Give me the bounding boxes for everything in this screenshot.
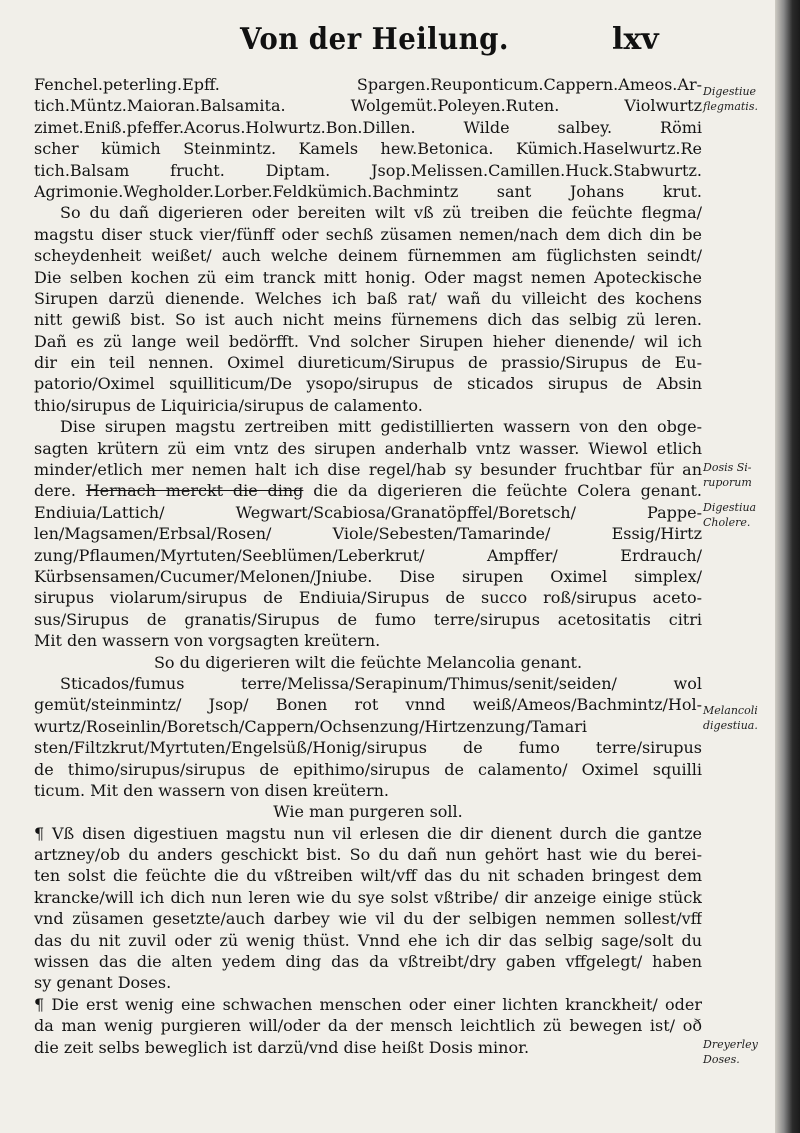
text-line: gemüt/steinmintz/ Jsop/ Bonen rot vnnd weiß/Ameos/Bachmintz/Hol- — [34, 695, 702, 715]
text-line: sus/Sirupus de granatis/Sirupus de fumo terre/sirupus acetositatis citri — [34, 609, 702, 629]
marginal-note — [703, 703, 775, 733]
text-line: wurtz/Roseinlin/Boretsch/Cappern/Ochsenzung/Hirtzenzung/Tamari — [34, 716, 587, 736]
text-line: len/Magsamen/Erbsal/Rosen/ Viole/Sebesten/Tamarinde/ Essig/Hirtz — [34, 524, 702, 544]
text-line: Endiuia/Lattich/ Wegwart/Scabiosa/Granatöpffel/Boretsch/ Pappe- — [34, 502, 702, 522]
marginal-note-line: Cholere. — [703, 516, 751, 529]
text-line: die zeit selbs beweglich ist darzü/vnd dise heißt Dosis minor. — [34, 1037, 530, 1057]
text-line: thio/sirupus de Liquiricia/sirupus de calamento. — [34, 395, 423, 415]
marginal-note — [703, 500, 775, 530]
text-line: Kürbsensamen/Cucumer/Melonen/Jniube. Dise sirupen Oximel simplex/ — [34, 566, 702, 586]
marginal-note-line: Doses. — [703, 1053, 740, 1066]
text-line: scher kümich Steinmintz. Kamels hew.Betonica. Kümich.Haselwurtz.Re — [34, 139, 702, 159]
text-line: wissen das die alten yedem ding das da vßtreibt/dry gaben vffgelegt/ haben — [34, 952, 702, 972]
body-text — [34, 74, 702, 1058]
marginal-note — [703, 460, 775, 490]
text-line: sten/Filtzkrut/Myrtuten/Engelsüß/Honig/sirupus de fumo terre/sirupus — [34, 738, 702, 758]
text-line: ticum. Mit den wassern von disen kreütern. — [34, 780, 389, 800]
text-line: nitt gewiß bist. So ist auch nicht meins fürnemens dich das selbig zü leren. — [34, 310, 702, 330]
text-line: vnd züsamen gesetzte/auch darbey wie vil du der selbigen nemmen sollest/vff — [34, 909, 702, 929]
text-line — [34, 480, 702, 501]
marginal-note-line: Digestiua — [703, 501, 757, 514]
text-line: ¶ Vß disen digestiuen magstu nun vil erlesen die dir dienent durch die gantze — [34, 823, 702, 843]
text-line: Fenchel.peterling.Epff. Spargen.Reuponticum.Cappern.Ameos.Ar- — [34, 75, 702, 94]
marginal-note-line: Dreyerley — [703, 1038, 758, 1051]
text-line: tich.Müntz.Maioran.Balsamita. Wolgemüt.Poleyen.Ruten. Violwurtz — [34, 96, 702, 116]
text-line: Dañ es zü lange weil bedörfft. Vnd solcher Sirupen hieher dienende/ wil ich — [34, 331, 702, 351]
section-heading: Wie man purgeren soll. — [273, 802, 463, 822]
marginal-note-line: Melancoli — [703, 704, 758, 717]
marginal-note — [703, 84, 775, 114]
running-header — [240, 22, 660, 62]
text-line: So du dañ digerieren oder bereiten wilt vß zü treiben die feüchte flegma/ — [60, 203, 702, 223]
section-heading: So du digerieren wilt die feüchte Melancolia genant. — [153, 652, 583, 672]
text-line: magstu diser stuck vier/fünff oder sechß züsamen nemen/nach dem dich din be — [34, 224, 702, 244]
text-line: dir ein teil nennen. Oximel diureticum/Sirupus de prassio/Sirupus de Eu- — [34, 353, 702, 373]
text-line: de thimo/sirupus/sirupus de epithimo/sirupus de calamento/ Oximel squilli — [34, 759, 702, 779]
text-line: Sticados/fumus terre/Melissa/Serapinum/Thimus/senit/seiden/ wol — [60, 673, 702, 693]
text-line: ¶ Die erst wenig eine schwachen menschen oder einer lichten kranckheit/ oder — [34, 994, 702, 1014]
text-line: da man wenig purgieren will/oder da der mensch leichtlich zü bewegen ist/ oð — [34, 1016, 702, 1036]
text-segment: dere. — [34, 481, 86, 501]
marginal-note — [703, 1037, 775, 1067]
struck-text: Hernach merckt die ding — [85, 481, 304, 501]
marginal-note-line: digestiua. — [703, 719, 758, 732]
marginal-note-line: Dosis Si- — [703, 461, 752, 474]
folio-number: lxv — [612, 22, 659, 57]
marginal-note-line: Digestiue — [703, 85, 757, 98]
text-line: Sirupen darzü dienende. Welches ich baß rat/ wañ du villeicht des kochens — [34, 288, 702, 308]
text-line: patorio/Oximel squilliticum/De ysopo/sirupus de sticados sirupus de Absin — [34, 374, 702, 394]
text-segment: die da digerieren die feüchte Colera genant. — [303, 481, 702, 501]
text-line: das du nit zuvil oder zü wenig thüst. Vnnd ehe ich dir das selbig sage/solt du — [34, 930, 702, 950]
text-line: Dise sirupen magstu zertreiben mitt gedistillierten wassern von den obge- — [60, 417, 702, 437]
text-line: tich.Balsam frucht. Diptam. Jsop.Melissen.Camillen.Huck.Stabwurtz. — [34, 160, 702, 180]
page-title: Von der Heilung. — [240, 22, 509, 57]
text-line: scheydenheit weißet/ auch welche deinem fürnemmen am füglichsten seindt/ — [34, 246, 702, 266]
marginal-note-line: ruporum — [703, 476, 752, 489]
text-line: artzney/ob du anders geschickt bist. So du dañ nun gehört hast wie du berei- — [34, 845, 702, 865]
text-line: sagten krütern zü eim vntz des sirupen anderhalb vntz wasser. Wiewol etlich — [34, 438, 702, 458]
text-line: Agrimonie.Wegholder.Lorber.Feldkümich.Bachmintz sant Johans krut. — [34, 181, 702, 201]
text-line: Mit den wassern von vorgsagten kreütern. — [34, 631, 381, 651]
book-gutter — [775, 0, 800, 1133]
text-line: zimet.Eniß.pfeffer.Acorus.Holwurtz.Bon.Dillen. Wilde salbey. Römi — [34, 117, 702, 137]
marginal-note-line: flegmatis. — [703, 100, 758, 113]
text-line: zung/Pflaumen/Myrtuten/Seeblümen/Leberkrut/ Ampffer/ Erdrauch/ — [34, 545, 702, 565]
text-line: sirupus violarum/sirupus de Endiuia/Sirupus de succo roß/sirupus aceto- — [34, 588, 702, 608]
text-line: krancke/will ich dich nun leren wie du sye solst vßtribe/ dir anzeige einige stück — [34, 887, 702, 907]
text-line: Die selben kochen zü eim tranck mitt honig. Oder magst nemen Apoteckische — [34, 267, 702, 287]
text-line: minder/etlich mer nemen halt ich dise regel/hab sy besunder fruchtbar für an — [34, 460, 702, 480]
text-line: sy genant Doses. — [34, 973, 172, 993]
text-line: ten solst die feüchte die du vßtreiben wilt/vff das du nit schaden bringest dem — [34, 866, 702, 886]
